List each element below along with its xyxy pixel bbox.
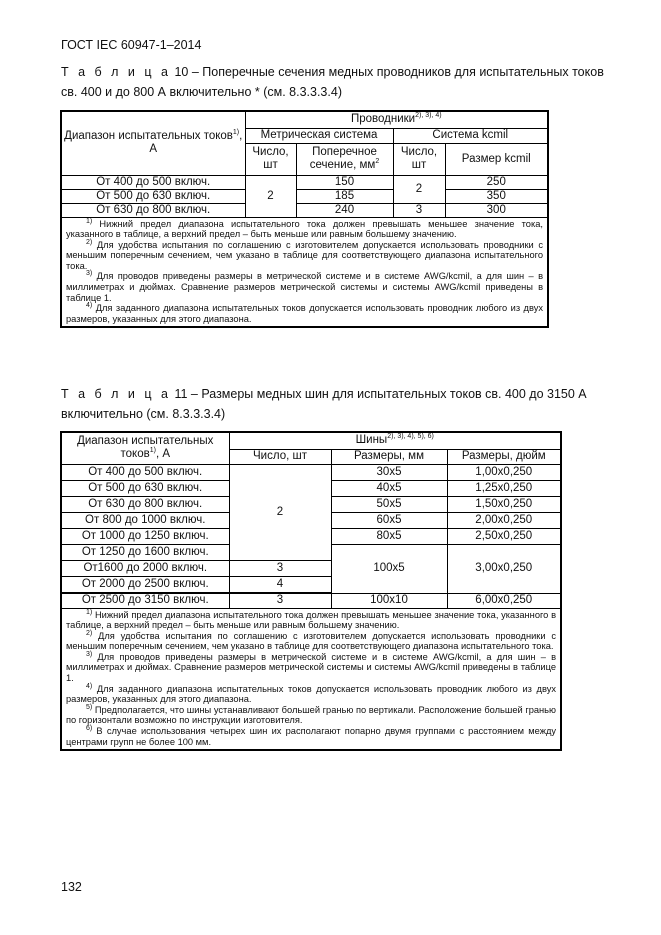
- t11-row-inch: 2,00x0,250: [447, 512, 561, 528]
- t10-header-metric: Метрическая система: [245, 128, 393, 143]
- t10-note-sup: 4): [86, 302, 93, 310]
- t11-header-size-inch: Размеры, дюйм: [447, 449, 561, 464]
- t10-header-cross-section: [296, 143, 393, 175]
- t10-note: [66, 303, 543, 324]
- t10-header-number-kcmil: Число, шт: [393, 143, 445, 175]
- t11-header-range-sup: 1): [149, 447, 156, 455]
- t11-note: [66, 652, 556, 684]
- page-number: 132: [61, 880, 82, 894]
- t10-header-range: [61, 111, 245, 175]
- t10-header-number-metric: Число, шт: [245, 143, 296, 175]
- t11-row-inch: 1,25x0,250: [447, 480, 561, 496]
- t10-number-metric: 2: [245, 175, 296, 217]
- t10-row-range: От 500 до 630 включ.: [61, 189, 245, 203]
- t11-row-inch: 6,00x0,250: [447, 593, 561, 608]
- table-10-caption: [61, 62, 621, 102]
- t11-row-mm: 30x5: [331, 464, 447, 480]
- t11-row-range: От 1000 до 1250 включ.: [61, 528, 229, 544]
- document-header: ГОСТ IEC 60947-1–2014: [61, 38, 202, 52]
- t11-notes: [61, 608, 561, 750]
- t11-note: [66, 631, 556, 652]
- t11-row-number: 4: [229, 576, 331, 592]
- t11-row-range: От 1250 до 1600 включ.: [61, 544, 229, 560]
- t11-row-mm: 50x5: [331, 496, 447, 512]
- t10-notes: [61, 217, 548, 327]
- t10-header-conductors-text: Проводники: [350, 113, 416, 126]
- t10-header-kcmil: Система kcmil: [393, 128, 548, 143]
- t10-header-conductors: [245, 111, 548, 128]
- t11-header-bars-text: Шины: [355, 434, 388, 447]
- t11-row-number: 3: [229, 560, 331, 576]
- t11-row-number: 3: [229, 593, 331, 608]
- t10-row-size: 300: [445, 203, 548, 217]
- t11-note-sup: 1): [86, 608, 93, 616]
- t11-note-text: В случае использования четырех шин их располагают попарно двумя группами с расстоянием между центрами групп не более 100 мм.: [66, 726, 557, 747]
- t11-header-bars: [229, 432, 561, 449]
- t11-note-text: Для удобства испытания по соглашению с изготовителем допускается использовать проводники с меньшим поперечным сечением, чем указано в таблице для соответствующего диапазона испытательного тока.: [66, 630, 557, 652]
- t11-number-top: 2: [229, 464, 331, 560]
- t11-note-text: Предполагается, что шины устанавливают большей гранью по вертикали. Расположение большей гранью по горизонтали возможно по инструкции изготовителя.: [66, 704, 557, 726]
- t11-size-mm-merged: 100x5: [331, 544, 447, 593]
- t10-note: [66, 271, 543, 303]
- table-10-caption-text: 10 – Поперечные сечения медных проводников для испытательных токов св. 400 и до 800 А включительно * (см. 8.3.3.3.4): [61, 65, 604, 99]
- t11-header-range: [61, 432, 229, 464]
- t10-row-size: 350: [445, 189, 548, 203]
- t11-note-text: Для заданного диапазона испытательных токов допускается использовать проводник любого из двух размеров, указанных для этого диапазона.: [66, 683, 557, 705]
- t11-note-sup: 2): [86, 629, 93, 637]
- t10-row-cross: 240: [296, 203, 393, 217]
- t11-header-number: Число, шт: [229, 449, 331, 464]
- t10-note-sup: 3): [86, 270, 93, 278]
- t11-note-sup: 3): [86, 650, 93, 658]
- t11-row-mm: 80x5: [331, 528, 447, 544]
- t10-row-cross: 185: [296, 189, 393, 203]
- t10-header-range-text: Диапазон испытательных токов: [64, 130, 233, 143]
- t11-row-inch: 2,50x0,250: [447, 528, 561, 544]
- t11-note: [66, 610, 556, 631]
- table-11-caption-label: Т а б л и ц а: [61, 387, 171, 401]
- t10-header-cross-sup: 2: [375, 158, 380, 166]
- t11-header-size-mm: Размеры, мм: [331, 449, 447, 464]
- t11-note: [66, 726, 556, 747]
- t11-row-range: От 630 до 800 включ.: [61, 496, 229, 512]
- t11-row-range: От 2000 до 2500 включ.: [61, 576, 229, 592]
- t11-header-range-unit: , А: [155, 448, 170, 461]
- t10-note-sup: 1): [86, 217, 93, 225]
- t11-row-range: От1600 до 2000 включ.: [61, 560, 229, 576]
- t11-note: [66, 684, 556, 705]
- table-11: [60, 431, 562, 751]
- t11-note-sup: 4): [86, 682, 93, 690]
- t11-row-inch: 1,00x0,250: [447, 464, 561, 480]
- table-11-caption-text: 11 – Размеры медных шин для испытательных токов св. 400 до 3150 А включительно (см. 8.3.3.3.4): [61, 387, 587, 421]
- t10-header-conductors-sup: 2), 3), 4): [415, 112, 442, 120]
- t11-row-range: От 2500 до 3150 включ.: [61, 593, 229, 608]
- t10-number-kcmil-b: 3: [393, 203, 445, 217]
- t11-header-range-text: Диапазон испытательных токов: [77, 435, 214, 461]
- t11-size-inch-merged: 3,00x0,250: [447, 544, 561, 593]
- t11-row-inch: 1,50x0,250: [447, 496, 561, 512]
- t10-note-sup: 2): [86, 238, 93, 246]
- t10-note-text: Нижний предел диапазона испытательного тока должен превышать меньшее значение тока, указанного в таблице, а верхний предел – быть меньше или равным большему значению.: [66, 218, 544, 240]
- t11-row-mm: 100x10: [331, 593, 447, 608]
- t10-note-text: Для удобства испытания по соглашению с изготовителем допускается использовать проводники с меньшим поперечным сечением, чем указано в таблице для соответствующего диапазона испытательного тока.: [66, 239, 544, 271]
- t11-row-mm: 40x5: [331, 480, 447, 496]
- t10-note-text: Для заданного диапазона испытательных токов допускается использовать проводник любого из двух размеров, указанных для этого диапазона.: [66, 303, 544, 324]
- t10-row-cross: 150: [296, 175, 393, 189]
- t11-row-range: От 400 до 500 включ.: [61, 464, 229, 480]
- t10-header-range-unit: , А: [149, 130, 243, 156]
- t10-note-text: Для проводов приведены размеры в метрической системе и в системе AWG/kcmil, а для шин – в миллиметрах и дюймах. Сравнение размеров метрической системы и системы AWG/kcmil приведены в таблице 1.: [66, 271, 544, 303]
- table-10: [60, 110, 549, 328]
- t10-note: [66, 219, 543, 240]
- t11-note-text: Нижний предел диапазона испытательного тока должен превышать меньшее значение тока, указанного в таблице, а верхний предел – быть меньше или равным большему значению.: [66, 609, 557, 631]
- t11-row-mm: 60x5: [331, 512, 447, 528]
- t10-header-cross-text: Поперечное сечение, мм: [309, 146, 377, 171]
- t10-header-size-kcmil: Размер kcmil: [445, 143, 548, 175]
- t11-row-range: От 500 до 630 включ.: [61, 480, 229, 496]
- t10-row-size: 250: [445, 175, 548, 189]
- t11-row-range: От 800 до 1000 включ.: [61, 512, 229, 528]
- t10-row-range: От 400 до 500 включ.: [61, 175, 245, 189]
- table-11-caption: [61, 384, 609, 424]
- t11-note: [66, 705, 556, 726]
- t11-note-sup: 6): [86, 724, 93, 732]
- t11-header-bars-sup: 2), 3), 4), 5), 6): [387, 433, 434, 441]
- t10-row-range: От 630 до 800 включ.: [61, 203, 245, 217]
- t10-number-kcmil-a: 2: [393, 175, 445, 203]
- t11-note-sup: 5): [86, 703, 93, 711]
- t10-header-range-sup: 1): [232, 129, 240, 137]
- t10-note: [66, 240, 543, 272]
- t11-note-text: Для проводов приведены размеры в метрической системе и в системе AWG/kcmil, а для шин – в миллиметрах и дюймах. Сравнение размеров метрической системы и системы AWG/kcmil приведены в таблице 1.: [66, 651, 557, 684]
- table-10-caption-label: Т а б л и ц а: [61, 65, 171, 79]
